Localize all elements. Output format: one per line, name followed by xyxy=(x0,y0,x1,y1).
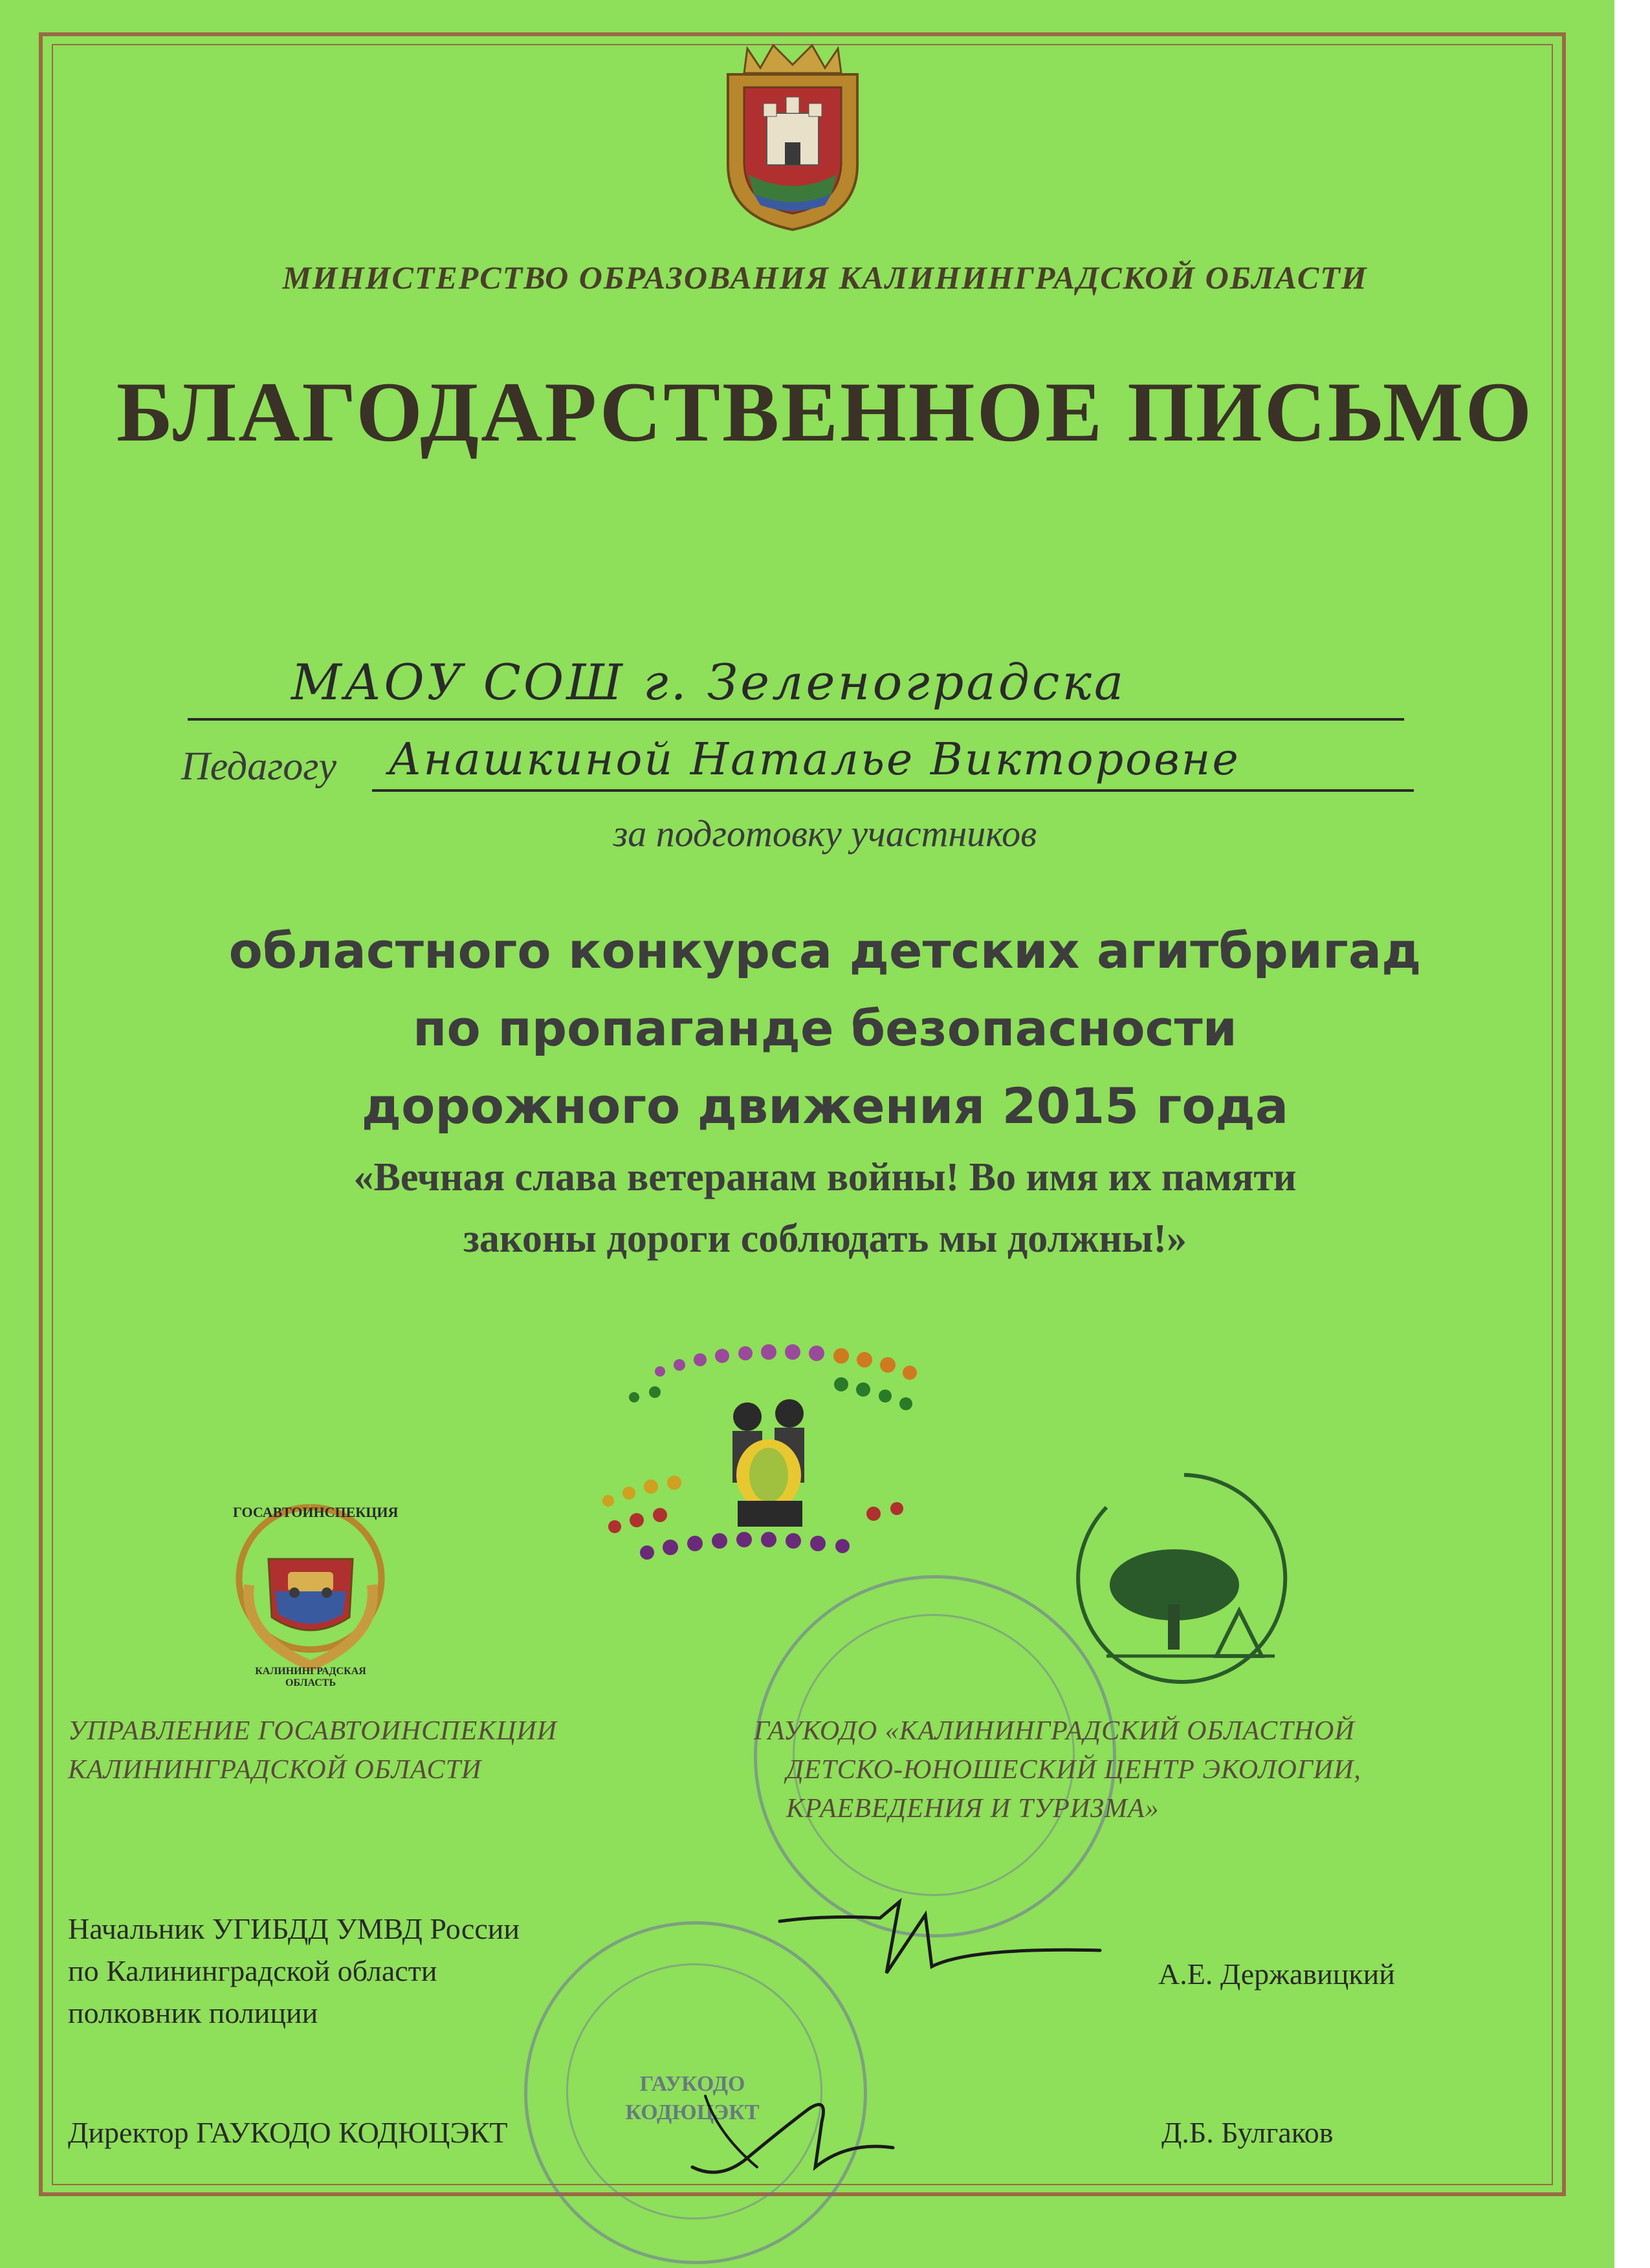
school-underline xyxy=(188,718,1404,721)
signatory-2-name: Д.Б. Булгаков xyxy=(1161,2116,1334,2149)
eco-center-logo-icon xyxy=(1068,1462,1301,1695)
org-right-line-3: КРАЕВЕДЕНИЯ И ТУРИЗМА» xyxy=(786,1794,1160,1824)
document-title: БЛАГОДАРСТВЕННОЕ ПИСЬМО xyxy=(116,364,1534,459)
org-left-line-1: УПРАВЛЕНИЕ ГОСАВТОИНСПЕКЦИИ xyxy=(68,1716,558,1746)
handwritten-signature-2-icon xyxy=(679,2070,925,2186)
emblem-text: ГОСАВТОИНСПЕКЦИЯ xyxy=(233,1504,399,1520)
signatory-1-name: А.Е. Державицкий xyxy=(1158,1957,1395,1990)
ministry-name: МИНИСТЕРСТВО ОБРАЗОВАНИЯ КАЛИНИНГРАДСКОЙ ОБЛАСТИ xyxy=(282,259,1368,296)
signatory-1-title-line-3: полковник полиции xyxy=(68,1996,318,2029)
school-name-handwritten: МАОУ СОШ г. Зеленоградска xyxy=(291,653,1127,711)
coat-of-arms-icon xyxy=(709,36,877,236)
stamp-text: ГАУКОДО КОДЮЦЭКТ xyxy=(625,2072,760,2124)
teacher-underline xyxy=(372,789,1414,792)
org-right-line-1: ГАУКОДО «КАЛИНИНГРАДСКИЙ ОБЛАСТНОЙ xyxy=(754,1716,1355,1746)
emblem-subtext: КАЛИНИНГРАДСКАЯ ОБЛАСТЬ xyxy=(255,1666,366,1688)
contest-line-1: областного конкурса детских агитбригад xyxy=(228,922,1422,979)
traffic-police-emblem-icon xyxy=(223,1494,398,1682)
contest-line-2: по пропаганде безопасности xyxy=(413,999,1237,1057)
teacher-prefix: Педагогу xyxy=(181,745,337,789)
motto-line-2: законы дороги соблюдать мы должны!» xyxy=(463,1217,1187,1261)
handwritten-signature-1-icon xyxy=(776,1895,1113,2005)
motto-line-1: «Вечная слава ветеранам войны! Во имя их памяти xyxy=(353,1155,1297,1199)
contest-logo-icon xyxy=(595,1320,1009,1591)
signatory-2-title: Директор ГАУКОДО КОДЮЦЭКТ xyxy=(68,2116,508,2149)
org-right-line-2: ДЕТСКО-ЮНОШЕСКИЙ ЦЕНТР ЭКОЛОГИИ, xyxy=(786,1755,1361,1785)
signatory-1-title-line-2: по Калининградской области xyxy=(68,1954,437,1987)
contest-line-3: дорожного движения 2015 года xyxy=(361,1077,1289,1135)
signatory-1-title-line-1: Начальник УГИБДД УМВД России xyxy=(68,1912,520,1945)
teacher-name-handwritten: Анашкиной Наталье Викторовне xyxy=(388,734,1240,785)
reason-text: за подготовку участников xyxy=(613,812,1037,855)
org-left-line-2: КАЛИНИНГРАДСКОЙ ОБЛАСТИ xyxy=(68,1755,482,1785)
